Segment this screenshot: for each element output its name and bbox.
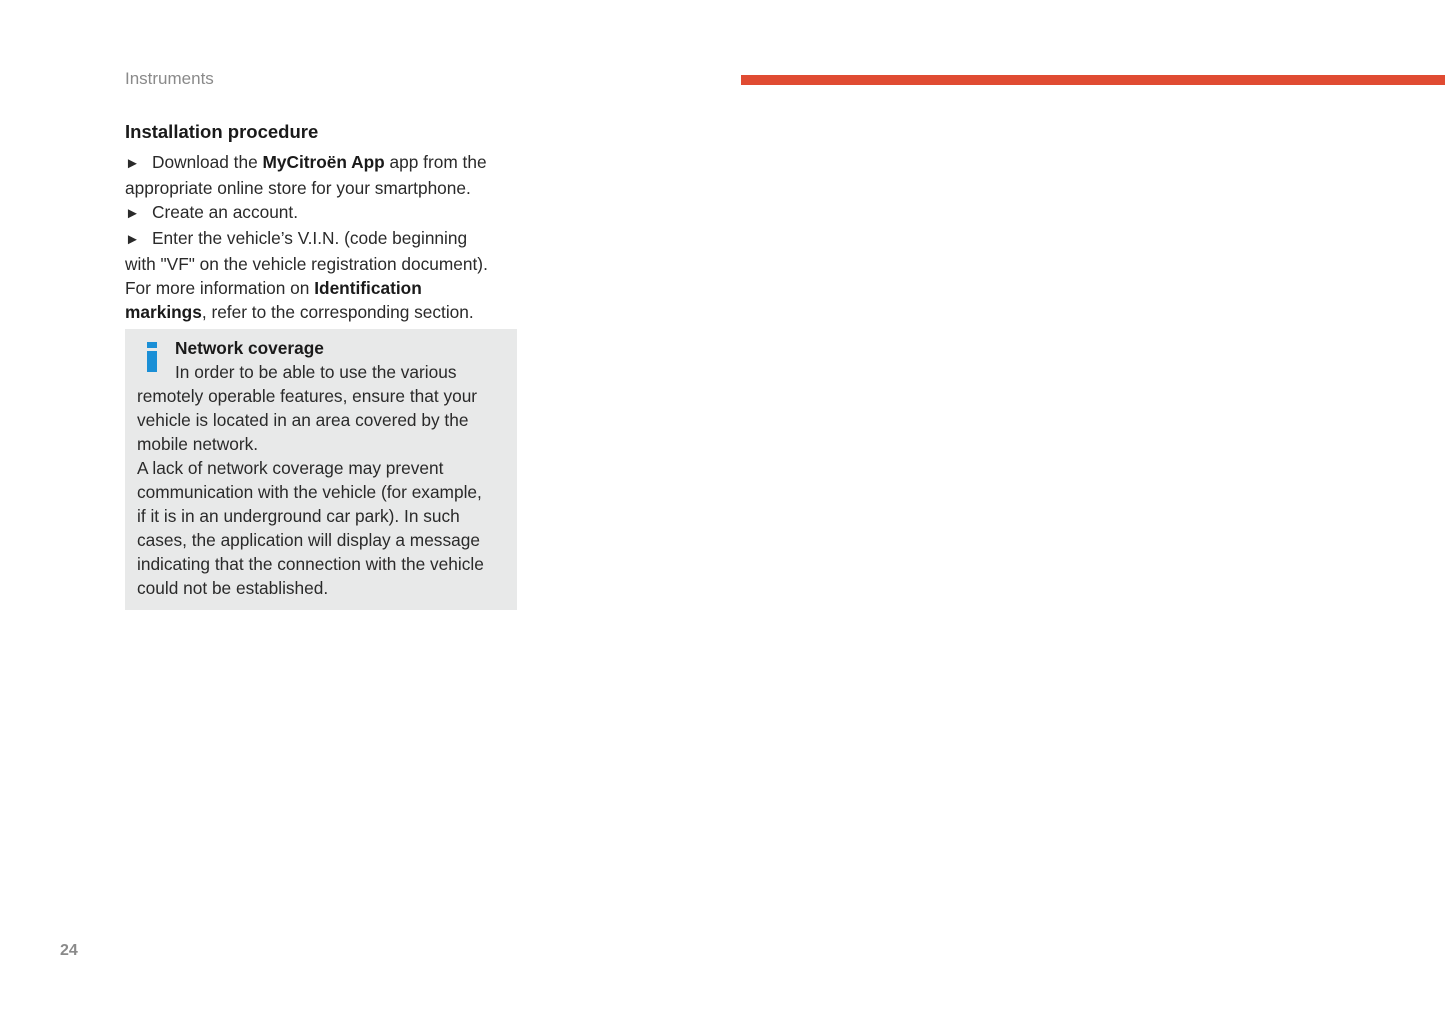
step-download-text: Download the	[152, 152, 263, 172]
section-label: Instruments	[125, 69, 214, 88]
app-name: MyCitroën App	[262, 152, 385, 172]
more-info-line	[125, 276, 517, 300]
bullet-arrow-icon: ►	[125, 155, 140, 172]
note-title: Network coverage	[175, 338, 324, 358]
step-enter-vin	[125, 226, 517, 252]
more-info-text-end: , refer to the corresponding section.	[201, 302, 474, 322]
note-line: if it is in an underground car park). In such	[137, 506, 460, 526]
installation-steps	[125, 150, 517, 324]
network-coverage-note	[125, 329, 517, 610]
step-download-text-end: app from the	[384, 152, 487, 172]
more-info-text: For more information on	[125, 278, 315, 298]
note-line: indicating that the connection with the vehicle	[137, 554, 484, 574]
step-enter-vin-continued: with "VF" on the vehicle registration document).	[125, 254, 488, 274]
note-line: cases, the application will display a message	[137, 530, 480, 550]
info-icon	[147, 342, 157, 372]
step-enter-vin-text: Enter the vehicle’s V.I.N. (code beginning	[152, 228, 468, 248]
note-line: communication with the vehicle (for example,	[137, 482, 482, 502]
step-download-continued: appropriate online store for your smartphone.	[125, 178, 471, 198]
note-line: remotely operable features, ensure that your	[137, 386, 478, 406]
step-download	[125, 150, 517, 176]
more-info-line-2	[125, 300, 517, 324]
note-line: A lack of network coverage may prevent	[137, 458, 444, 478]
bullet-arrow-icon: ►	[125, 205, 140, 222]
info-icon-dot	[147, 342, 157, 348]
markings-link-text: markings	[125, 302, 202, 322]
main-content	[125, 119, 517, 610]
note-line: could not be established.	[137, 578, 329, 598]
identification-link-text: Identification	[314, 278, 422, 298]
info-icon-stem	[147, 351, 157, 372]
note-line: mobile network.	[137, 434, 259, 454]
note-line: In order to be able to use the various	[175, 362, 457, 382]
step-create-account	[125, 200, 517, 226]
bullet-arrow-icon: ►	[125, 231, 140, 248]
note-line: vehicle is located in an area covered by the	[137, 410, 469, 430]
page-number: 24	[60, 942, 78, 959]
step-create-account-text: Create an account.	[152, 202, 299, 222]
section-accent-bar	[741, 75, 1445, 85]
note-body	[137, 360, 505, 600]
installation-heading: Installation procedure	[125, 121, 319, 142]
